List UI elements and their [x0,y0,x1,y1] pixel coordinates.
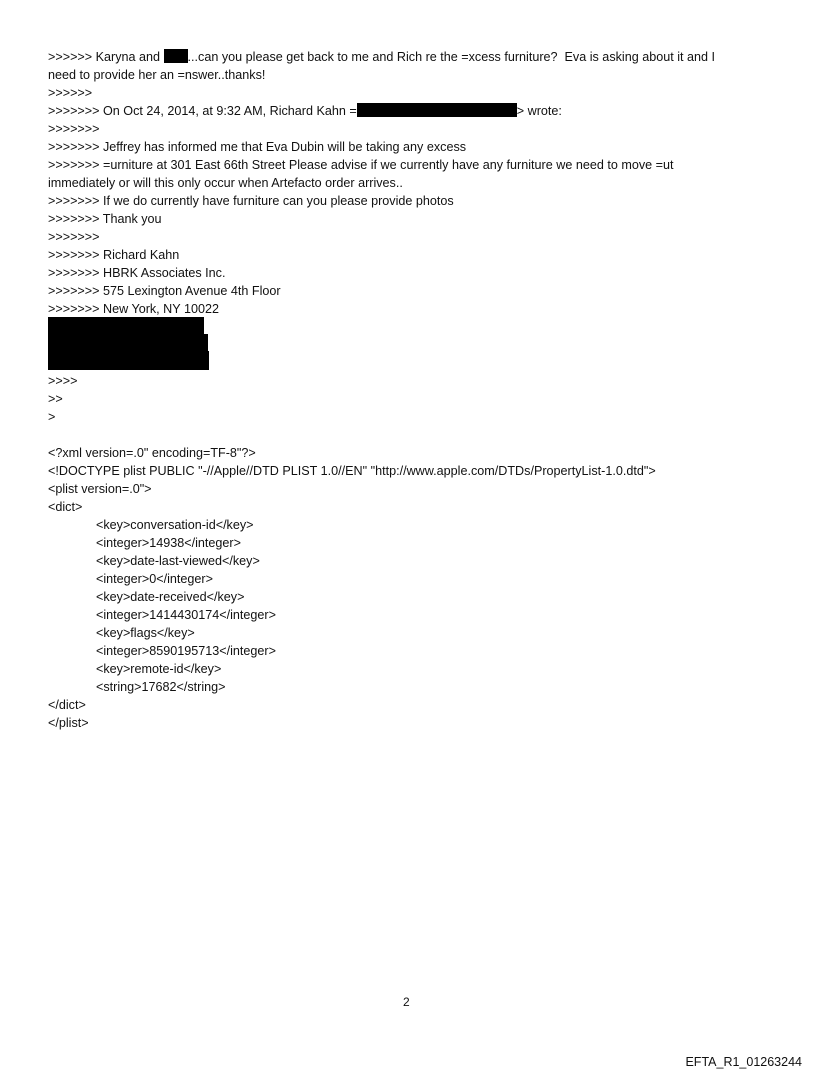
email-line-17: >> [48,392,63,406]
document-id: EFTA_R1_01263244 [685,1055,802,1069]
redaction-box [164,49,188,63]
plist-entry: <integer>1414430174</integer> [96,608,276,622]
plist-close-tag: </plist> [48,716,89,730]
email-line-3: >>>>>> [48,86,93,100]
plist-open-tag: <plist version=.0"> [48,482,152,496]
plist-entry: <key>remote-id</key> [96,662,222,676]
dict-close-tag: </dict> [48,698,86,712]
redaction-block [48,351,209,370]
email-line-16: >>>> [48,374,78,388]
email-line-9: >>>>>>> If we do currently have furniture can you please provide photos [48,194,454,208]
email-line-8: immediately or will this only occur when Artefacto order arrives.. [48,176,403,190]
plist-entry: <key>date-last-viewed</key> [96,554,260,568]
dict-open-tag: <dict> [48,500,83,514]
page-number: 2 [403,995,410,1009]
email-line-10: >>>>>>> Thank you [48,212,162,226]
redaction-block [48,317,204,335]
email-line-13: >>>>>>> HBRK Associates Inc. [48,266,226,280]
plist-entry: <integer>8590195713</integer> [96,644,276,658]
email-line-2: need to provide her an =nswer..thanks! [48,68,266,82]
xml-declaration: <?xml version=.0" encoding=TF-8"?> [48,446,256,460]
email-line-18: > [48,410,56,424]
redaction-block [48,334,208,352]
plist-entry: <integer>14938</integer> [96,536,241,550]
plist-entry: <integer>0</integer> [96,572,213,586]
plist-entry: <key>conversation-id</key> [96,518,254,532]
plist-entry: <key>date-received</key> [96,590,245,604]
email-line-6: >>>>>>> Jeffrey has informed me that Eva Dubin will be taking any excess [48,140,467,154]
email-line-11: >>>>>>> [48,230,100,244]
plist-entry: <string>17682</string> [96,680,226,694]
plist-entry: <key>flags</key> [96,626,195,640]
xml-doctype: <!DOCTYPE plist PUBLIC "-//Apple//DTD PLIST 1.0//EN" "http://www.apple.com/DTDs/PropertyList-1.0.dtd"> [48,464,656,478]
email-line-14: >>>>>>> 575 Lexington Avenue 4th Floor [48,284,281,298]
email-line-7: >>>>>>> =urniture at 301 East 66th Street Please advise if we currently have any furniture we need to move =ut [48,158,674,172]
email-line-15: >>>>>>> New York, NY 10022 [48,302,219,316]
redaction-box [357,103,517,117]
email-line-1: >>>>>> Karyna and ...can you please get back to me and Rich re the =xcess furniture? Eva is asking about it and I [48,50,716,64]
email-line-5: >>>>>>> [48,122,100,136]
email-line-4: >>>>>>> On Oct 24, 2014, at 9:32 AM, Richard Kahn = > wrote: [48,104,562,118]
email-line-12: >>>>>>> Richard Kahn [48,248,180,262]
